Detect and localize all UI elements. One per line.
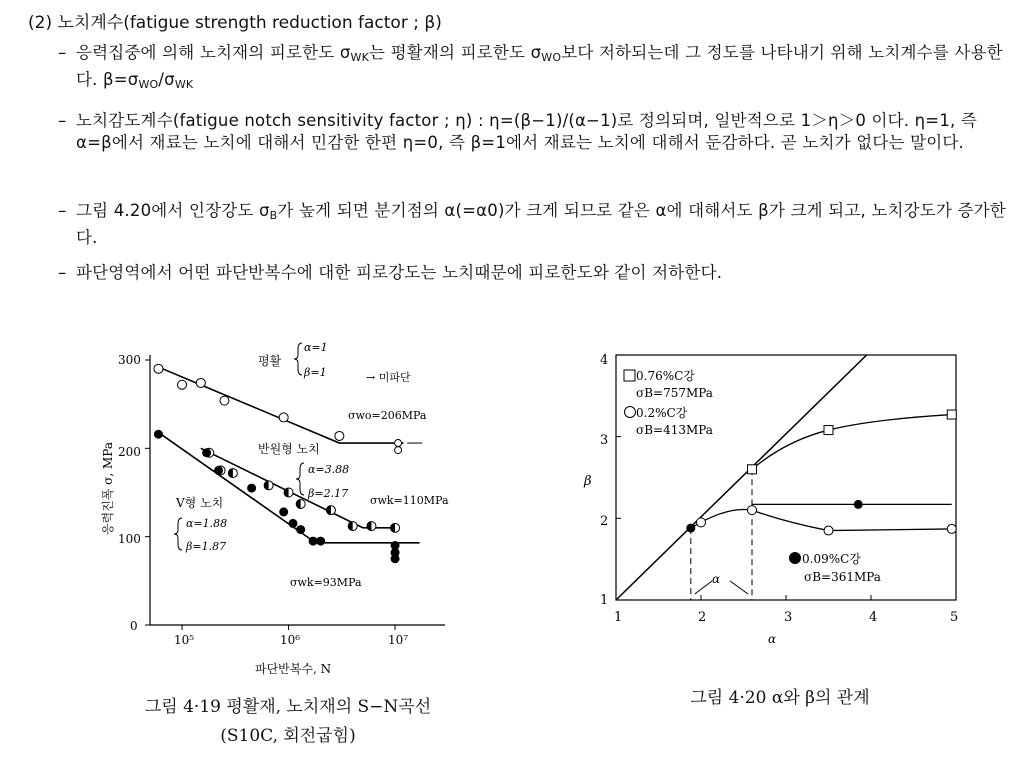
fig420-alpha-mark: α — [712, 572, 721, 586]
fig420-xtick: 3 — [784, 610, 793, 625]
fig419-v-alpha: α=1.88 — [186, 517, 228, 530]
fig420-legend1-sb: σB=757MPa — [636, 386, 713, 400]
bullet-3 — [58, 200, 1013, 249]
fig419-semi-alpha: α=3.88 — [308, 463, 350, 476]
data-point — [947, 524, 956, 533]
fig420-caption: 그림 4·20 α와 β의 관계 — [690, 688, 870, 708]
fig420-xtick: 5 — [950, 610, 959, 625]
section-number: (2) — [28, 13, 53, 33]
bullet-dash: – — [58, 201, 67, 220]
fig419-xlabel: 파단반복수, N — [255, 662, 332, 676]
curve-0.76C — [752, 415, 952, 470]
data-point — [214, 466, 223, 475]
data-point — [686, 524, 695, 533]
fig420-legend2-name: 0.2%C강 — [636, 406, 688, 420]
fig419-ytick: 200 — [118, 445, 141, 459]
bullet-3-text: 그림 4.20에서 인장강도 $\sigma_B$가 높게 되면 분기점의 α(=α0)가 크게 되므로 같은 α에 대해서도 β가 크게 되고, 노치강도가 증가한다. — [76, 201, 1006, 247]
fig420-legend3-name: 0.09%C강 — [802, 552, 861, 566]
data-point — [247, 484, 256, 493]
legend-square-marker — [624, 370, 635, 381]
legend-filled-circle-marker — [789, 552, 801, 564]
data-point-square — [947, 410, 956, 419]
data-point — [279, 507, 288, 516]
data-point — [220, 396, 229, 405]
bullet-1 — [58, 42, 1013, 96]
curve-0.2C — [691, 509, 952, 530]
fig419-smooth-label: 평활 — [258, 354, 282, 368]
fig419-xtick: 10⁶ — [280, 633, 301, 647]
bullet-dash: – — [58, 263, 67, 282]
legend-open-circle-marker — [625, 407, 636, 418]
fig419-semi-beta: β=2.17 — [308, 487, 349, 500]
bullet-dash: – — [58, 43, 67, 62]
fig419-caption-line2: (S10C, 회전굽힘) — [220, 726, 356, 746]
data-point — [202, 448, 211, 457]
fig420-xtick: 4 — [869, 610, 878, 625]
bullet-dash: – — [58, 111, 67, 130]
fig419-ytick: 0 — [130, 619, 138, 633]
fig419-xtick: 10⁵ — [174, 633, 195, 647]
fig419-semi-label: 반원형 노치 — [258, 442, 320, 456]
data-point — [748, 506, 757, 515]
fig420-ytick: 4 — [600, 353, 609, 368]
alpha-pointer — [730, 581, 748, 594]
fig420-legend3-sb: σB=361MPa — [804, 570, 881, 584]
figure-4-19 — [90, 335, 490, 680]
fig419-runout-label: → 미파단 — [366, 371, 411, 384]
fig420-legend1-name: 0.76%C강 — [636, 369, 695, 383]
data-point — [824, 526, 833, 535]
fig419-caption-line1: 그림 4·19 평활재, 노치재의 S−N곡선 — [144, 697, 432, 717]
data-point — [316, 537, 325, 546]
fig419-v-beta: β=1.87 — [186, 540, 227, 553]
fig420-ylabel: β — [584, 474, 592, 489]
semi-brace — [296, 463, 304, 495]
v-brace — [174, 518, 182, 550]
fig420-xlabel: α — [768, 632, 777, 646]
data-point — [296, 525, 305, 534]
data-point — [154, 364, 163, 373]
data-point-square — [824, 426, 833, 435]
alpha-pointer — [695, 581, 712, 594]
data-point — [154, 430, 163, 439]
data-point-square — [748, 465, 757, 474]
data-point — [391, 554, 400, 563]
bullet-2 — [58, 110, 1013, 154]
data-point — [335, 431, 344, 440]
data-point — [854, 500, 863, 509]
data-point — [196, 378, 205, 387]
fig419-v-label: V형 노치 — [176, 496, 224, 510]
fig420-xtick: 1 — [614, 610, 623, 625]
fig419-smooth-limit: σwo=206MPa — [348, 409, 427, 422]
data-point — [697, 518, 706, 527]
bullet-2-text: 노치감도계수(fatigue notch sensitivity factor ; η) : η=(β−1)/(α−1)로 정의되며, 일반적으로 1＞η＞0 이다. η=1, 즉 α=β에서 재료는 노치에 대해서 민감한 한편 η=0, 즉 β=1에서 재료는 노치에 대해서 둔감하다. 곧 노치가 없다는 말이다. — [76, 111, 978, 152]
fig419-ytick: 300 — [118, 353, 141, 367]
data-point — [279, 413, 288, 422]
fig419-caption — [98, 692, 478, 746]
fig420-ytick: 3 — [600, 433, 609, 448]
fig419-smooth-alpha: α=1 — [304, 341, 328, 354]
bullet-4 — [58, 262, 1013, 284]
fig419-ylabel: 응력진폭 σ, MPa — [101, 442, 115, 535]
section-heading — [28, 8, 442, 33]
data-point — [178, 380, 187, 389]
smooth-brace — [294, 343, 302, 375]
fig419-smooth-beta: β=1 — [304, 366, 327, 379]
fig420-legend2-sb: σB=413MPa — [636, 423, 713, 437]
bullet-1-text: 응력집중에 의해 노치재의 피로한도 $\sigma_{WK}$는 평활재의 피로한도 $\sigma_{WO}$보다 저하되는데 그 정도를 나타내기 위해 노치계수를 사용한다. $\beta=\sigma_{WO}/\sigma_{WK}$ — [76, 43, 1003, 91]
fig420-ytick: 1 — [600, 593, 609, 608]
fig420-xtick: 2 — [698, 610, 707, 625]
runout-marker — [395, 440, 402, 447]
bullet-4-text: 파단영역에서 어떤 파단반복수에 대한 피로강도는 노치때문에 피로한도와 같이 저하한다. — [76, 263, 723, 282]
fig419-v-limit: σwk=93MPa — [290, 576, 362, 589]
data-point — [288, 519, 297, 528]
fig419-xtick: 10⁷ — [388, 633, 409, 647]
runout-marker — [395, 447, 402, 454]
section-title: 노치계수(fatigue strength reduction factor ; β) — [57, 13, 442, 33]
fig419-semi-limit: σwk=110MPa — [370, 494, 449, 507]
figure-4-20 — [572, 345, 972, 650]
fig420-ytick: 2 — [600, 514, 609, 529]
fig419-ytick: 100 — [118, 532, 141, 546]
